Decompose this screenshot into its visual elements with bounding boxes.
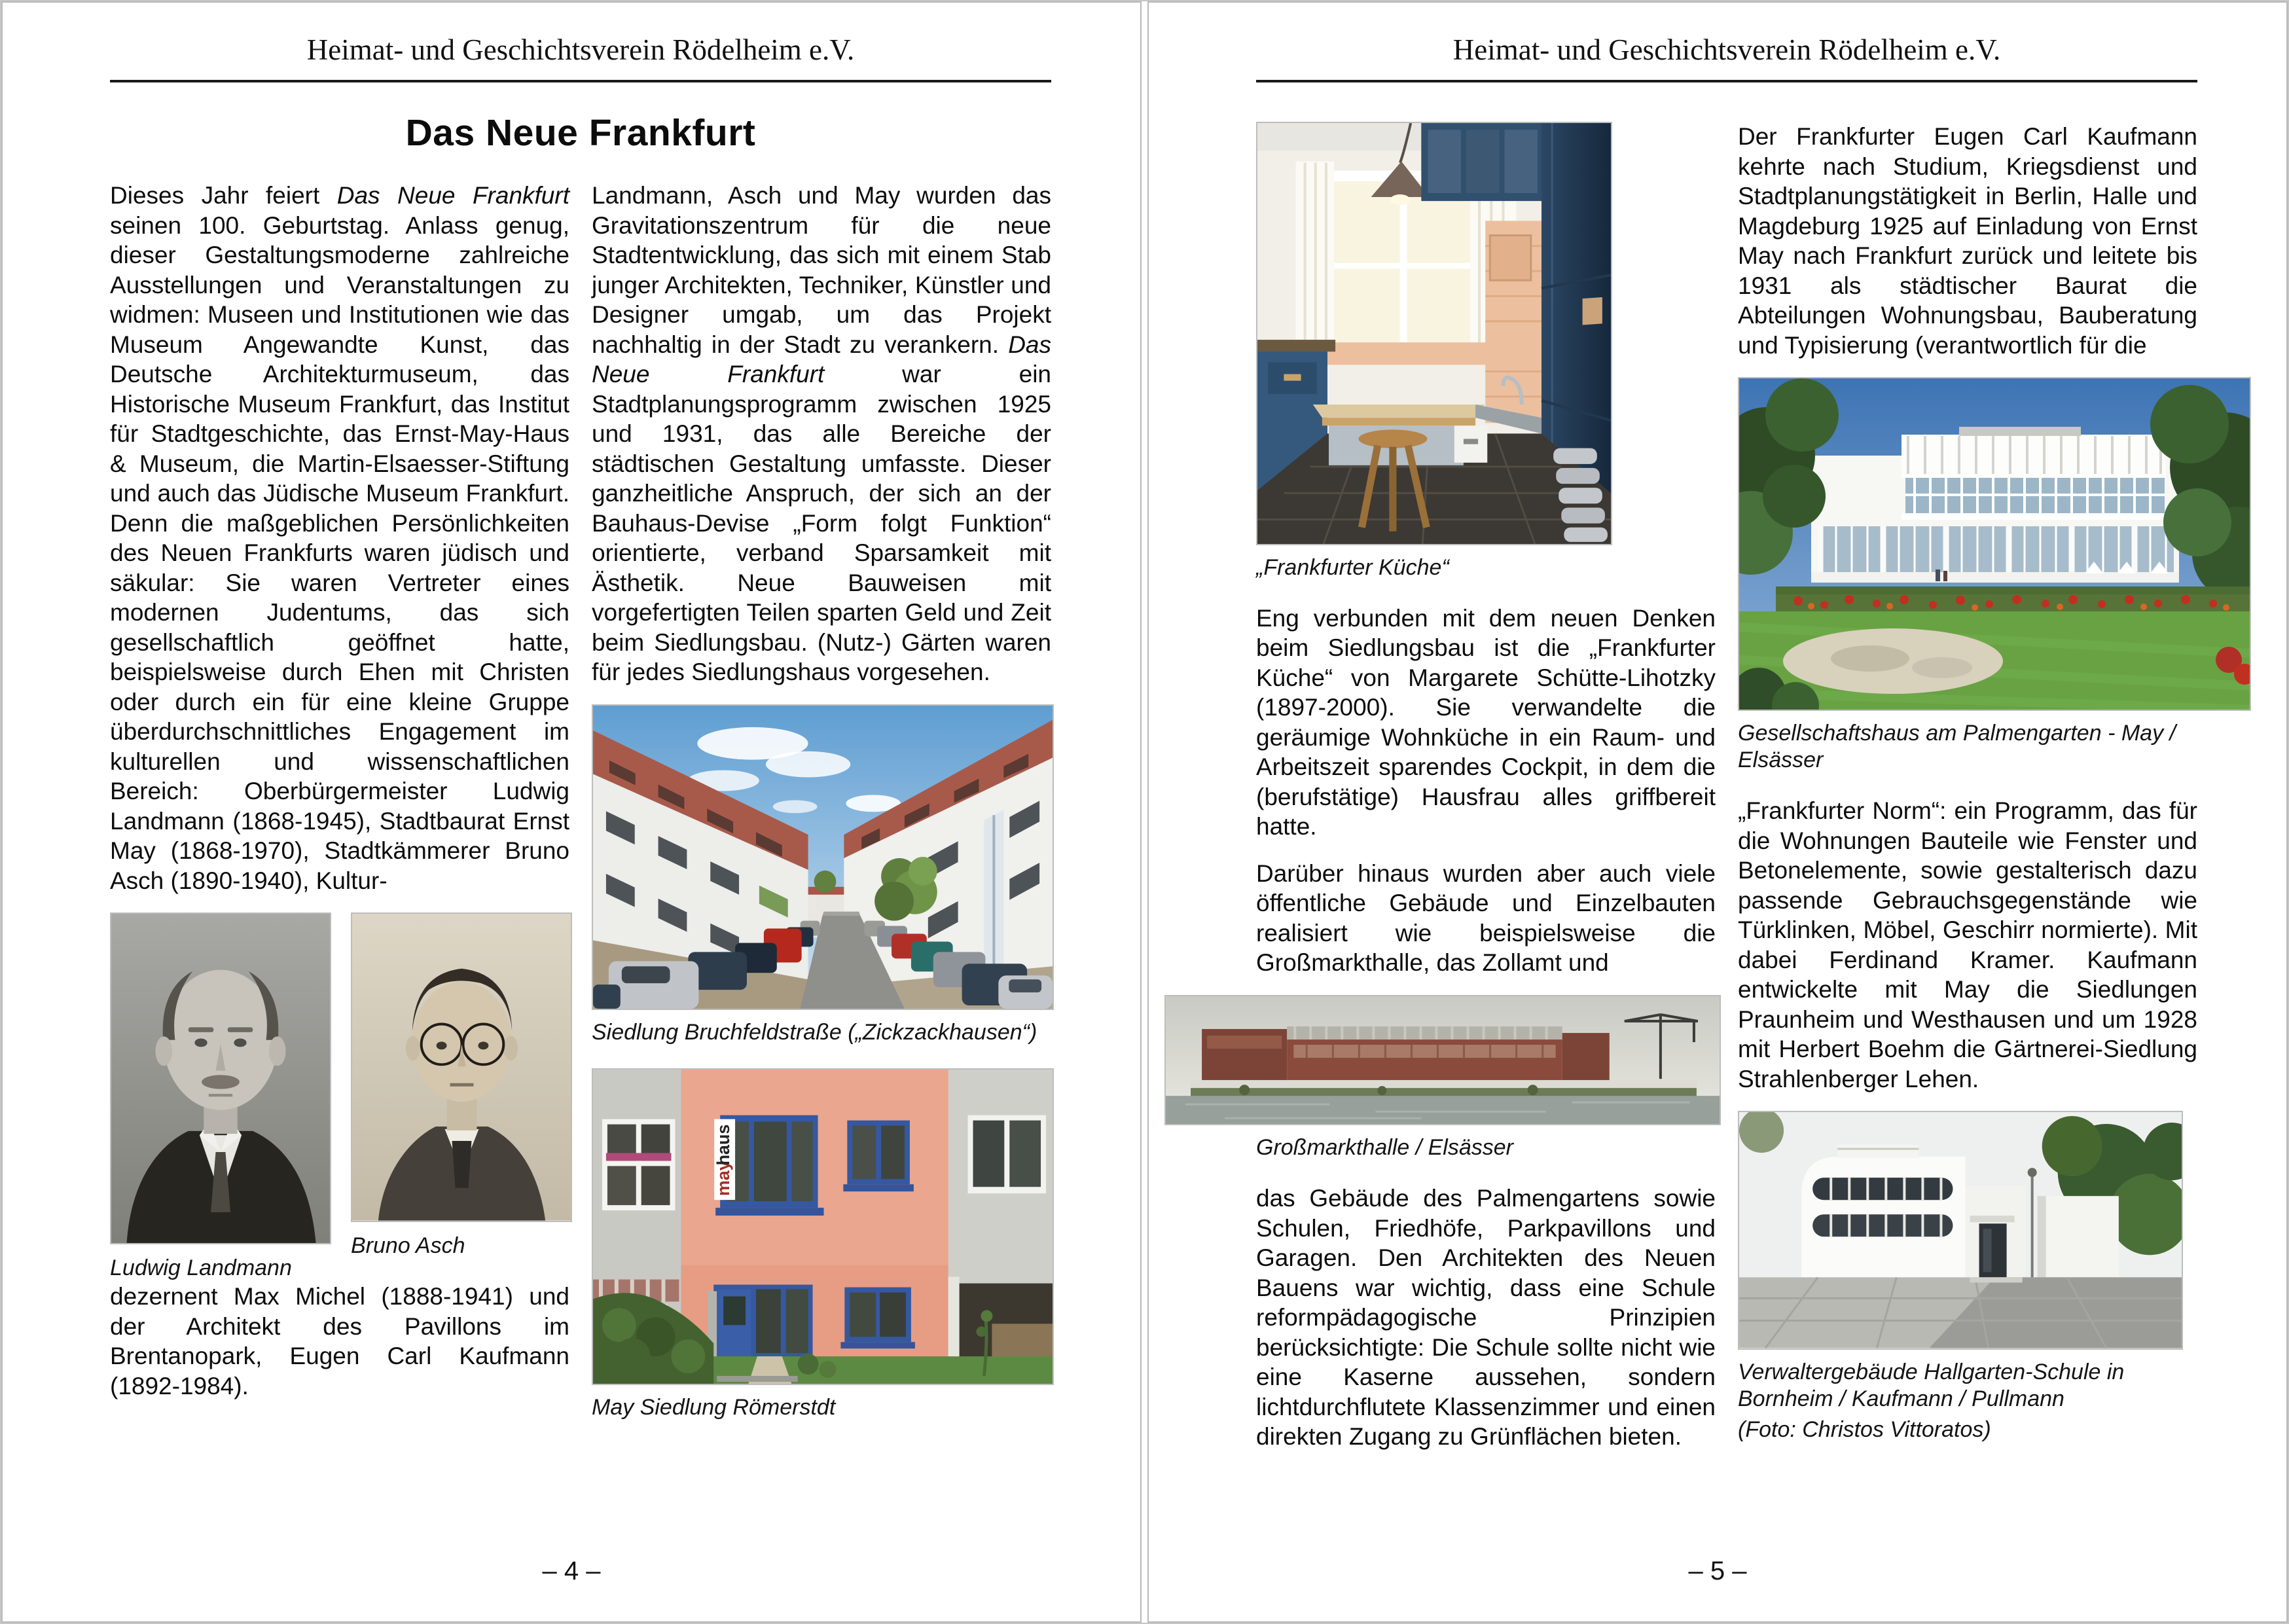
header-rule [110,80,1051,82]
verwaltergebaeude-caption-foto: (Foto: Christos Vittoratos) [1738,1416,1991,1442]
page5-columns [1256,122,2197,1469]
text-run: war ein Stadtplanungsprogramm zwischen 1925 und 1931, das alle Bereiche der städtischen Gestaltung umfasste. Dieser ganzheitliche Anspruch, der sich an der Bauhaus-Devise „Form folgt Funktion“ orientierte, verband Sparsamkeit mit Ästhetik. Neue Bauweisen mit vorgefertigten Teilen sparten Geld und Zeit beim Siedlungsbau. (Nutz-) Gärten waren für jedes Siedlungshaus vorgesehen. [592,361,1051,685]
page-number-5: – 5 – [1688,1557,1747,1585]
figure-bruno-asch [351,912,569,1282]
header-rule [1256,80,2197,82]
verwaltergebaeude-photo [1738,1111,2183,1350]
page4-column-2 [592,181,1051,1425]
paragraph-palmengarten: das Gebäude des Palmengartens sowie Schulen, Friedhöfe, Parkpavillons und Garagen. Den Architekten des Neuen Bauens war wichtig, dass eine Schule reformpädagogische Prinzipien berücksichtigte: Die Schule sollte nicht wie eine Kaserne aussehen, sondern lichtdurchflutete Klassenzimmer und einen direkten Zugang zu Grünflächen bieten. [1256,1185,1716,1451]
may-siedlung-roemerstadt-photo [592,1068,1054,1386]
verwaltergebaeude-caption: Verwaltergebäude Hallgarten-Schule in Bornheim / Kaufmann / Pullmann [1738,1359,2125,1411]
page5-column-2 [1738,122,2197,1469]
mayhaus-sign-black: haus [713,1124,734,1165]
page-5 [1147,1,2288,1623]
text-run: seinen 100. Geburtstag. Anlass genug, dieser Gestaltungsmoderne zahlreiche Ausstellungen und Veranstaltungen zu widmen: Museen und Institutionen wie das Museum Angewandte Kunst, das Deutsche Architekturmuseum, das Historische Museum Frankfurt, das Institut für Stadtgeschichte, das Ernst-May-Haus & Museum, die Martin-Elsaesser-Stiftung und auch das Jüdische Museum Frankfurt. Denn die maßgeblichen Persönlichkeiten des Neuen Frankfurts waren jüdisch und säkular: Sie waren Vertreter eines modernen Judentums, das sich gesellschaftlich geöffnet hatte, beispielsweise durch Ehen mit Christen oder durch ein für eine kleine Gruppe überdurchschnittliches Engagement im kulturellen und wissenschaftlichen Bereich: Oberbürgermeister Ludwig Landmann (1868-1945), Stadtbaurat Ernst May (1868-1970), Stadtkämmerer Bruno Asch (1890-1940), Kultur- [110,211,569,894]
page4-columns [110,181,1051,1425]
text-run: Landmann, Asch und May wurden das Gravitationszentrum für die neue Stadtentwicklung, das sich mit einem Stab junger Architekten, Techniker, Künstler und Designer umgab, um das Projekt nachhaltig in der Stadt zu verankern. [592,182,1051,358]
paragraph-gebaeude: Darüber hinaus wurden aber auch viele öffentliche Gebäude und Einzelbauten realisiert wie beispielsweise die Großmarkthalle, das Zollamt und [1256,859,1716,977]
paragraph-frankfurter-norm: „Frankfurter Norm“: ein Programm, das für die Wohnungen Bauteile wie Fenster und Betonelemente, sowie gestalterisch dazu passende Gebrauchsgegenstände wie Türklinken, Möbel, Geschirr normierte). Mit dabei Ferdinand Kramer. Kaufmann entwickelte mit May die Siedlungen Praunheim und Westhausen und um 1928 mit Herbert Boehm die Gärtnerei-Siedlung Strahlenberger Lehen. [1738,797,2197,1092]
text-run: Dieses Jahr feiert [110,182,337,209]
siedlung-bruchfeldstrasse-photo [592,704,1054,1010]
mayhaus-sign-red: may [713,1160,734,1196]
text-run-italic: Das Neue Frankfurt [592,331,1051,388]
grossmarkthalle-photo [1164,995,1721,1125]
page-header-title: Heimat- und Geschichtsverein Rödelheim e.V. [306,33,855,66]
paragraph-gravitationszentrum [592,181,1051,687]
frankfurter-kueche-caption: „Frankfurter Küche“ [1256,554,1449,580]
page5-column-1 [1256,122,1716,1469]
figure-ludwig-landmann [110,912,329,1282]
page-number-4: – 4 – [542,1557,601,1585]
paragraph-dezernent: dezernent Max Michel (1888-1941) und der Architekt des Pavillons im Brentanopark, Eugen Carl Kaufmann (1892-1984). [110,1283,569,1399]
frankfurter-kueche-photo [1256,122,1612,545]
paragraph-kueche: Eng verbunden mit dem neuen Denken beim Siedlungsbau ist die „Frankfurter Küche“ von Margarete Schütte-Lihotzky (1897-2000). Sie verwandelte die geräumige Wohnküche in ein Raum- und Arbeitszeit sparendes Cockpit, in dem die (berufstätige) Hausfrau alles griffbereit hatte. [1256,604,1716,840]
page-header-title: Heimat- und Geschichtsverein Rödelheim e.V. [1452,33,2001,66]
paragraph-intro [110,181,569,895]
text-run-italic: Das Neue Frankfurt [336,182,569,209]
grossmarkthalle-caption: Großmarkthalle / Elsässer [1256,1135,1513,1161]
paragraph-kaufmann: Der Frankfurter Eugen Carl Kaufmann kehrte nach Studium, Kriegsdienst und Stadtplanungstätigkeit in Berlin, Halle und Magdeburg 1925 auf Einladung von Ernst May nach Frankfurt zurück und leitete bis 1931 als städtischer Baurat die Abteilungen Wohnungsbau, Bauberatung und Typisierung (verantwortlich für die [1738,123,2197,359]
bruno-asch-caption: Bruno Asch [351,1233,465,1258]
ludwig-landmann-caption: Ludwig Landmann [110,1255,292,1281]
siedlung-caption: Siedlung Bruchfeldstraße („Zickzackhausen“) [592,1019,1037,1045]
page4-column-1 [110,181,569,1425]
portrait-row [110,912,569,1282]
page-4 [1,1,1142,1623]
ludwig-landmann-photo [110,912,331,1244]
gesellschaftshaus-photo [1738,377,2251,711]
gesellschaftshaus-caption: Gesellschaftshaus am Palmengarten - May / Elsässer [1738,721,2176,772]
may-siedlung-caption: May Siedlung Römerstdt [592,1395,836,1420]
bruno-asch-photo [351,912,572,1222]
article-title: Das Neue Frankfurt [405,112,756,154]
